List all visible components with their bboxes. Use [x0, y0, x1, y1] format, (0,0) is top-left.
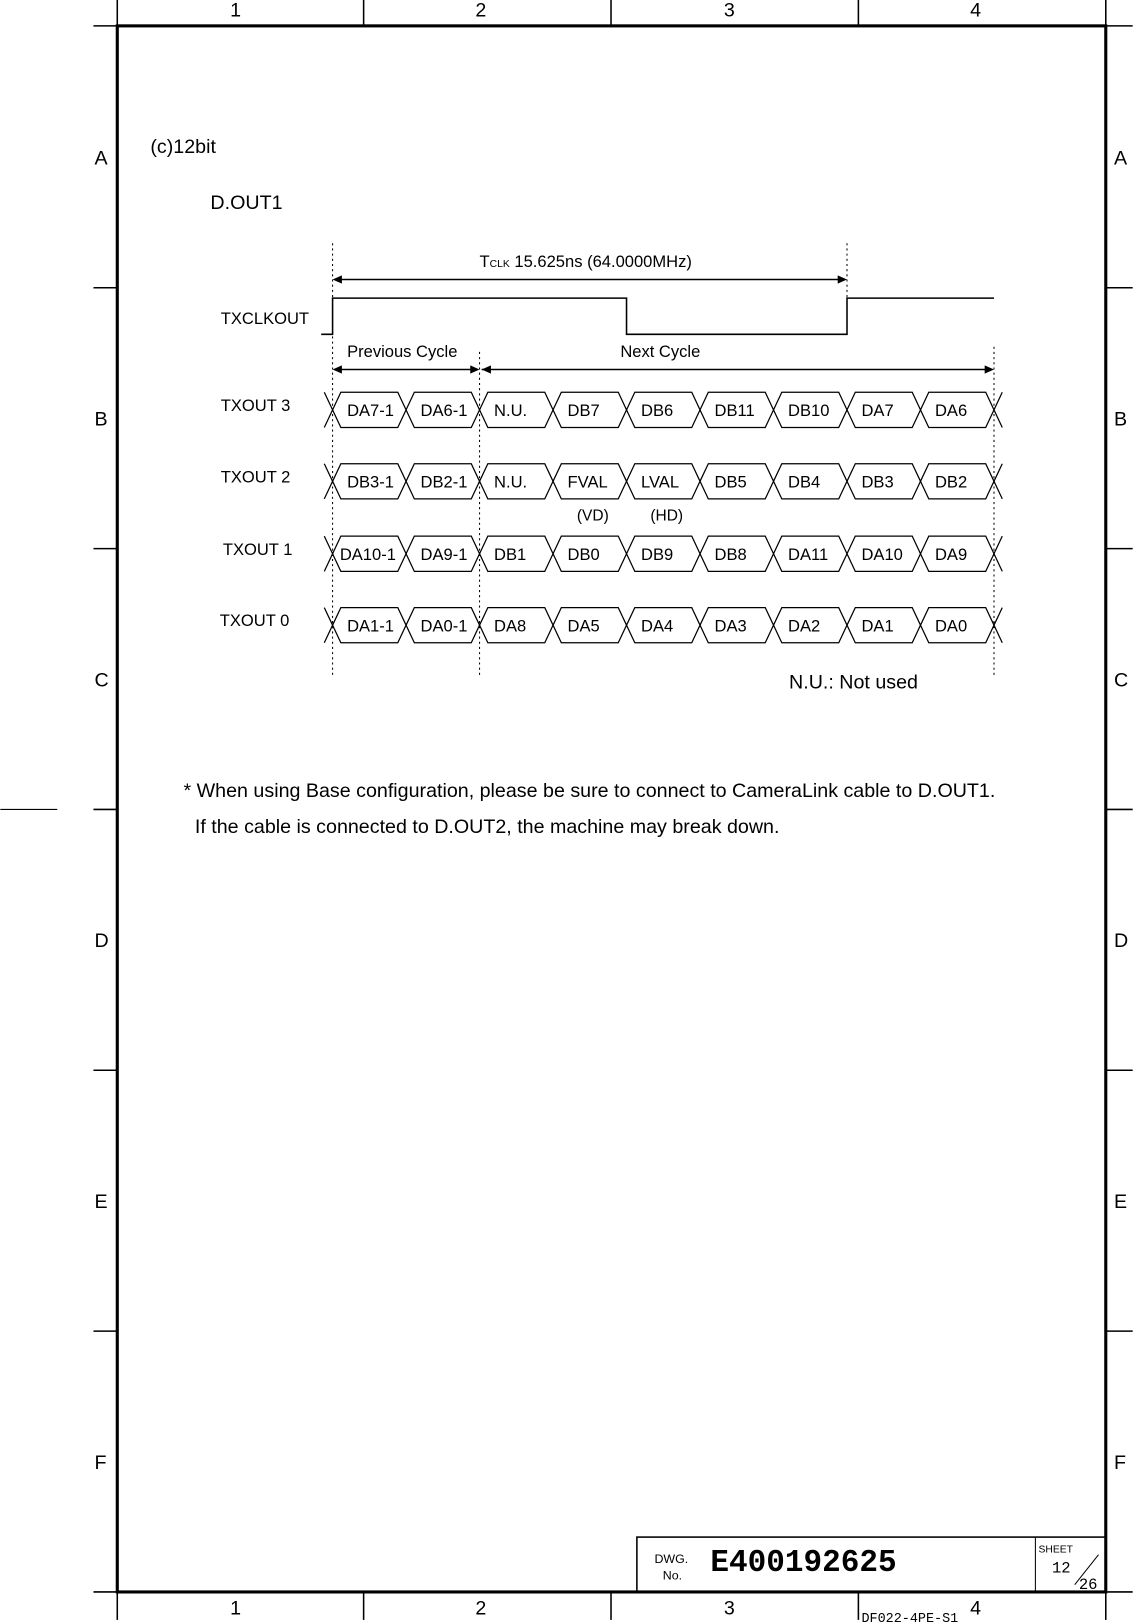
data-cell-label: DA11	[788, 544, 829, 564]
note-line-2: If the cable is connected to D.OUT2, the machine may break down.	[194, 816, 780, 839]
frame-row-label: C	[94, 669, 109, 692]
next-cycle-label: Next Cycle	[620, 342, 701, 362]
signal-label: TXOUT 3	[220, 395, 291, 415]
data-cell-label: DA0	[934, 616, 968, 636]
data-cell-label: DB1	[494, 544, 527, 564]
clock-waveform	[321, 298, 994, 334]
sheet-total: 26	[1078, 1575, 1098, 1594]
frame-row-label: E	[1114, 1190, 1128, 1213]
data-cell-label: DA3	[714, 616, 747, 636]
data-cell-label: DA9	[934, 544, 968, 564]
title-block	[637, 1537, 1106, 1623]
data-cell-label: LVAL	[641, 472, 680, 492]
data-cell-label: N.U.	[494, 472, 528, 492]
frame-row-label: F	[1114, 1451, 1127, 1474]
frame-column-label: 2	[475, 0, 487, 22]
dwg-label: DWG.	[654, 1551, 689, 1566]
data-cell-label: DB4	[788, 472, 821, 492]
section-heading: (c)12bit	[150, 136, 216, 159]
data-cell-label: DB0	[567, 544, 600, 564]
frame-column-label: 3	[723, 1597, 735, 1620]
data-cell-label: DB6	[641, 401, 674, 421]
clock-period-annotation	[333, 252, 847, 284]
drawing-number: E400192625	[710, 1546, 897, 1582]
data-cell-label: DA10-1	[339, 544, 396, 564]
data-cell-label: DB5	[714, 472, 747, 492]
data-cell-label: DB10	[788, 401, 830, 421]
data-cell-label: DB9	[641, 544, 674, 564]
data-cell-label: DB11	[714, 401, 755, 421]
frame-column-label: 3	[723, 0, 735, 22]
frame-grid-ticks	[93, 0, 1132, 1620]
sheet-number: 12	[1051, 1559, 1071, 1578]
data-cell-label: DA2	[788, 616, 821, 636]
data-cell-label: DA7-1	[347, 401, 394, 421]
data-cell-label: DA5	[567, 616, 600, 636]
data-cell-label: DA0-1	[420, 616, 468, 636]
frame-zone-labels	[95, 0, 1129, 1620]
signal-label: TXOUT 1	[222, 539, 293, 559]
data-cell-label: DA10	[861, 544, 903, 564]
no-label: No.	[662, 1568, 683, 1583]
frame-row-label: B	[94, 408, 108, 431]
data-signals	[220, 392, 1003, 642]
form-code: DF022-4PE-S1	[861, 1611, 959, 1623]
previous-cycle-label: Previous Cycle	[347, 342, 458, 362]
vd-annotation: (VD)	[576, 507, 609, 525]
not-used-legend: N.U.: Not used	[789, 671, 918, 694]
hd-annotation: (HD)	[650, 507, 684, 525]
frame-row-label: A	[94, 147, 108, 170]
data-cell-label: DA4	[641, 616, 674, 636]
data-cell-label: DB3	[861, 472, 894, 492]
frame-row-label: F	[94, 1451, 107, 1474]
data-cell-label: DA1	[861, 616, 894, 636]
frame-column-label: 4	[970, 0, 982, 22]
data-cell-label: FVAL	[567, 472, 608, 492]
data-cell-label: DA8	[494, 616, 527, 636]
frame-row-label: E	[94, 1190, 108, 1213]
data-cell-label: N.U.	[494, 401, 528, 421]
data-cell-label: DB8	[714, 544, 747, 564]
signal-row	[223, 536, 1002, 571]
frame-column-label: 2	[475, 1597, 487, 1620]
clock-period-label: TCLK 15.625ns (64.0000MHz)	[479, 252, 692, 272]
data-cell-label: DA7	[861, 401, 894, 421]
frame-row-label: A	[1114, 147, 1128, 170]
frame-row-label: D	[1114, 930, 1129, 953]
frame-column-label: 1	[230, 0, 242, 22]
signal-row	[221, 464, 1002, 499]
frame-row-label: B	[1114, 408, 1128, 431]
data-cell-label: DB2	[934, 472, 968, 492]
data-cell-label: DA9-1	[420, 544, 468, 564]
data-cell-label: DA6	[934, 401, 968, 421]
signal-label: TXOUT 0	[219, 611, 290, 631]
output-name: D.OUT1	[210, 192, 283, 215]
data-cell-label: DB3-1	[347, 472, 394, 492]
frame-row-label: C	[1114, 669, 1129, 692]
data-cell-label: DA6-1	[420, 401, 468, 421]
note-line-1: * When using Base configuration, please be sure to connect to CameraLink cable to D.OUT1.	[183, 780, 996, 803]
frame-column-label: 4	[970, 1597, 982, 1620]
clock-signal-label: TXCLKOUT	[220, 308, 310, 328]
signal-row	[221, 392, 1002, 427]
signal-label: TXOUT 2	[220, 467, 291, 487]
frame-row-label: D	[94, 930, 109, 953]
sheet-label: SHEET	[1038, 1544, 1073, 1556]
signal-row	[220, 608, 1003, 643]
data-cell-label: DB2-1	[420, 472, 468, 492]
data-cell-label: DA1-1	[347, 616, 394, 636]
frame-column-label: 1	[230, 1597, 242, 1620]
data-cell-label: DB7	[567, 401, 600, 421]
